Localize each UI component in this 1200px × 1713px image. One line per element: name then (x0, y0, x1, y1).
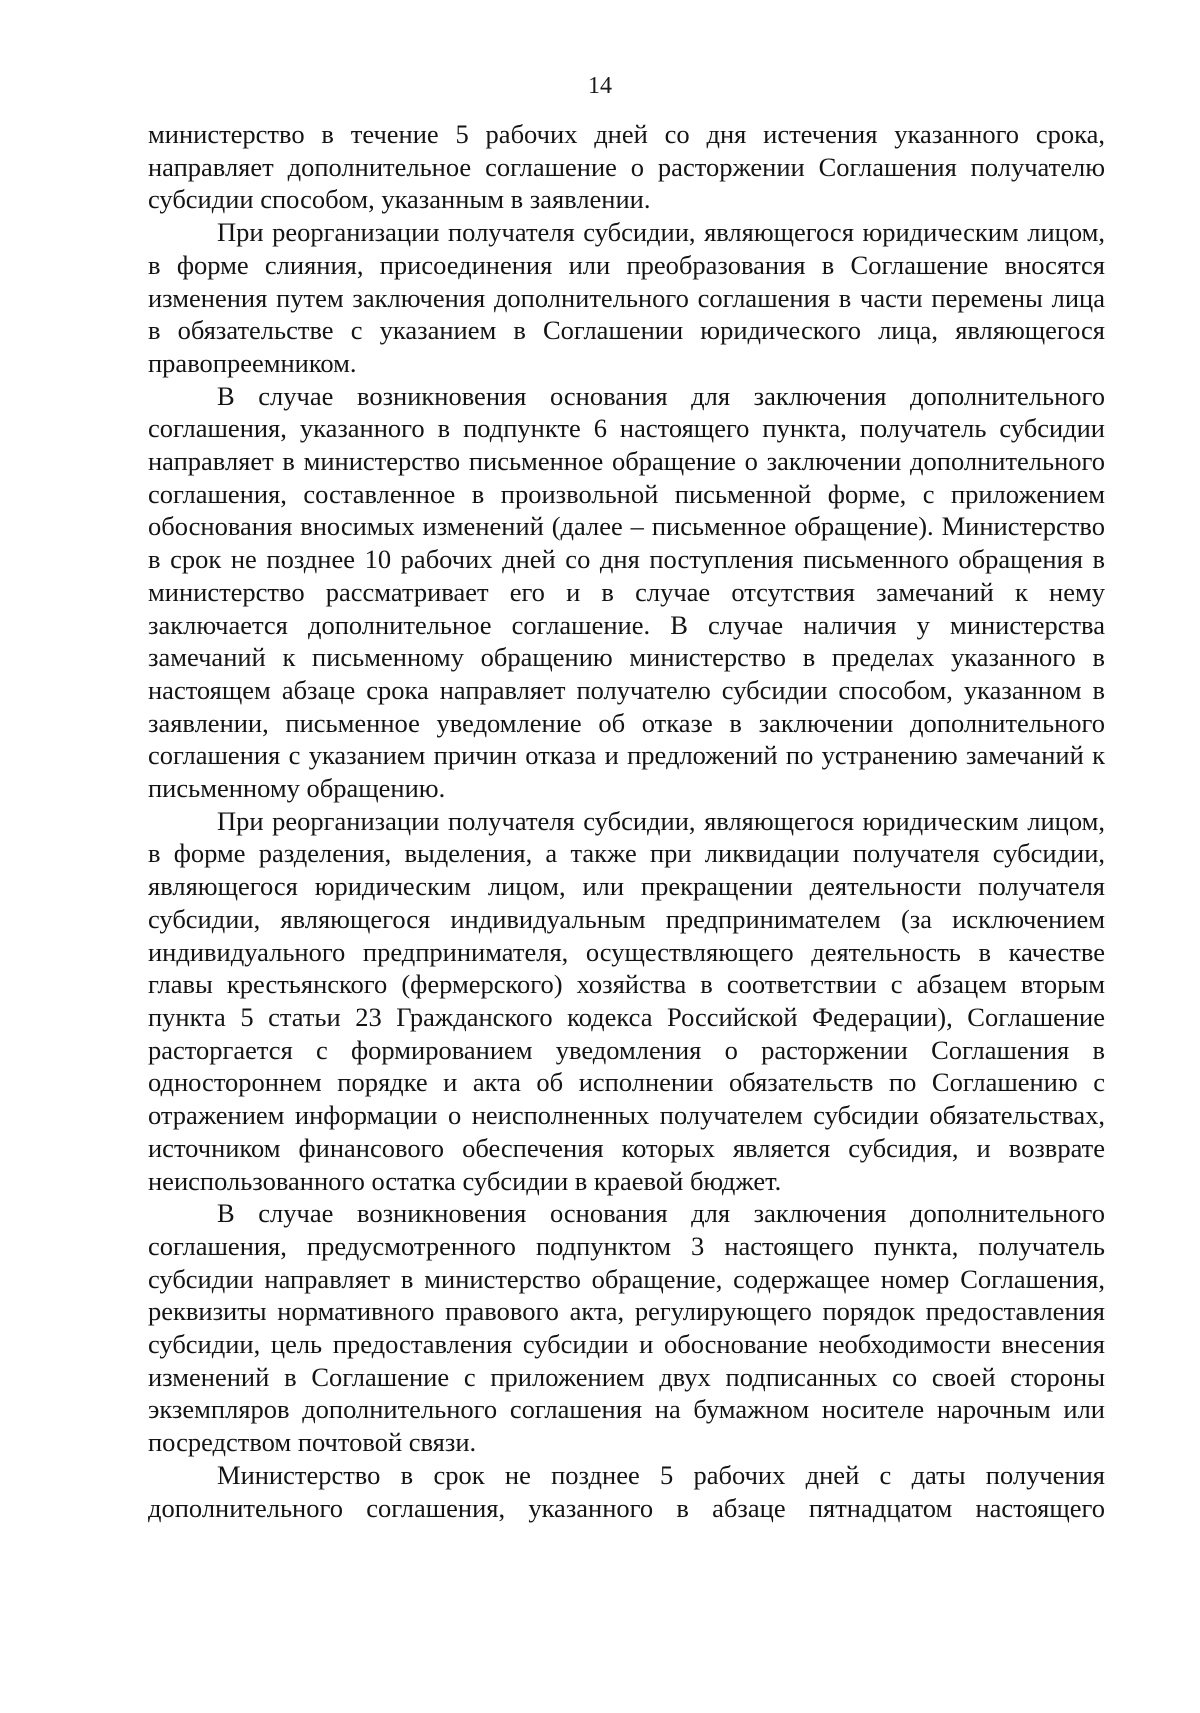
paragraph-reorganization-division: При реорганизации получателя субсидии, являющегося юридическим лицом, в форме разделения, выделения, а также при ликвидации получателя субсидии, являющегося юридическим лицом, или прекращении деятельности получателя субсидии, являющегося индивидуальным предпринимателем (за исключением индивидуального предпринимателя, осуществляющего деятельность в качестве главы крестьянского (фермерского) хозяйства в соответствии с абзацем вторым пункта 5 статьи 23 Гражданского кодекса Российской Федерации), Соглашение расторгается с формированием уведомления о расторжении Соглашения в одностороннем порядке и акта об исполнении обязательств по Соглашению с отражением информации о неисполненных получателем субсидии обязательствах, источником финансового обеспечения которых является субсидия, и возврате неиспользованного остатка субсидии в краевой бюджет. (148, 805, 1105, 1196)
paragraph-written-request: В случае возникновения основания для заключения дополнительного соглашения, указанного в подпункте 6 настоящего пункта, получатель субсидии направляет в министерство письменное обращение о заключении дополнительного соглашения, составленное в произвольной письменной форме, с приложением обоснования вносимых изменений (далее – письменное обращение). Министерство в срок не позднее 10 рабочих дней со дня поступления письменного обращения в министерство рассматривает его и в случае отсутствия замечаний к нему заключается дополнительное соглашение. В случае наличия у министерства замечаний к письменному обращению министерство в пределах указанного в настоящем абзаце срока направляет получателю субсидии способом, указанном в заявлении, письменное уведомление об отказе в заключении дополнительного соглашения с указанием причин отказа и предложений по устранению замечаний к письменному обращению. (148, 380, 1105, 804)
paragraph-additional-agreement: В случае возникновения основания для заключения дополнительного соглашения, предусмотренного подпунктом 3 настоящего пункта, получатель субсидии направляет в министерство обращение, содержащее номер Соглашения, реквизиты нормативного правового акта, регулирующего порядок предоставления субсидии, цель предоставления субсидии и обоснование необходимости внесения изменений в Соглашение с приложением двух подписанных со своей стороны экземпляров дополнительного соглашения на бумажном носителе нарочным или посредством почтовой связи. (148, 1198, 1105, 1458)
paragraph-ministry-deadline: Министерство в срок не позднее 5 рабочих дней с даты получения дополнительного соглашения, указанного в абзаце пятнадцатом настоящего (148, 1459, 1105, 1523)
document-body (148, 118, 1105, 1524)
paragraph-continuation: министерство в течение 5 рабочих дней со дня истечения указанного срока, направляет дополнительное соглашение о расторжении Соглашения получателю субсидии способом, указанным в заявлении. (148, 119, 1105, 215)
page-number: 14 (588, 73, 612, 99)
paragraph-reorganization-merger: При реорганизации получателя субсидии, являющегося юридическим лицом, в форме слияния, присоединения или преобразования в Соглашение вносятся изменения путем заключения дополнительного соглашения в части перемены лица в обязательстве с указанием в Соглашении юридического лица, являющегося правопреемником. (148, 217, 1105, 378)
